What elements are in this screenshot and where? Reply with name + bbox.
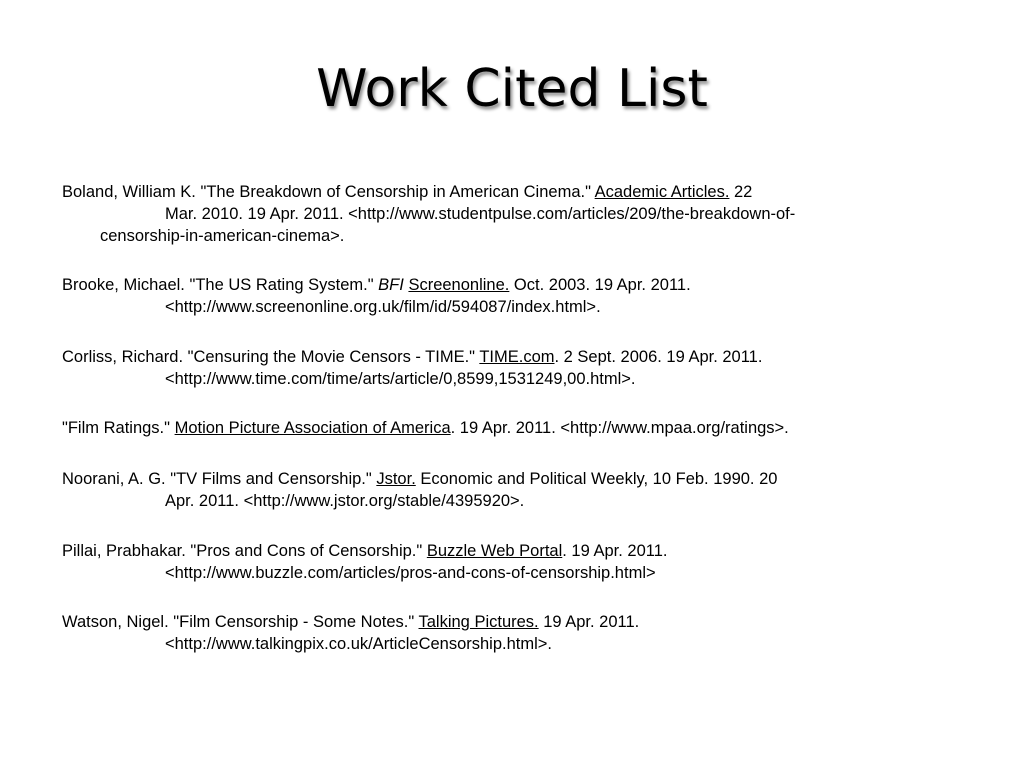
citation-continuation: Apr. 2011. <http://www.jstor.org/stable/4395920>. [165,492,525,510]
citation-line [62,417,789,439]
citation-line [62,611,639,633]
citation-corliss [62,346,762,390]
citation-continuation: <http://www.buzzle.com/articles/pros-and-cons-of-censorship.html> [165,564,656,582]
citation-source: Motion Picture Association of America [174,419,451,437]
citation-text: 19 Apr. 2011. [538,613,640,631]
citation-text: Corliss, Richard. "Censuring the Movie Censors - TIME." [62,348,480,366]
citation-text: Boland, William K. "The Breakdown of Censorship in American Cinema." [62,183,595,201]
citation-source: Academic Articles. [594,183,730,201]
citation-film-ratings [62,417,789,439]
citation-text: Oct. 2003. 19 Apr. 2011. [509,276,691,294]
citation-text: . 19 Apr. 2011. [562,542,668,560]
citation-line [62,468,777,490]
citation-text: Watson, Nigel. "Film Censorship - Some Notes." [62,613,419,631]
citation-continuation: Mar. 2010. 19 Apr. 2011. <http://www.studentpulse.com/articles/209/the-breakdown-of- [165,205,796,223]
citation-text: Brooke, Michael. "The US Rating System." [62,276,379,294]
citation-line [62,540,667,562]
citation-continuation: <http://www.screenonline.org.uk/film/id/594087/index.html>. [165,298,601,316]
citation-continuation: censorship-in-american-cinema>. [100,227,345,245]
citation-text: "Film Ratings." [62,419,175,437]
citation-line [62,274,691,296]
citation-boland [62,181,795,247]
citation-text: Economic and Political Weekly, 10 Feb. 1990. 20 [415,470,778,488]
citation-source: Jstor. [376,470,416,488]
citation-line [62,346,762,368]
citation-text: Pillai, Prabhakar. "Pros and Cons of Censorship." [62,542,427,560]
citation-text: Noorani, A. G. "TV Films and Censorship." [62,470,377,488]
citation-pillai [62,540,667,584]
citation-italic: BFI [378,276,404,294]
citation-source: Talking Pictures. [418,613,539,631]
citation-continuation: <http://www.talkingpix.co.uk/ArticleCensorship.html>. [165,635,553,653]
citation-text: . 19 Apr. 2011. <http://www.mpaa.org/ratings>. [450,419,789,437]
citation-source: Screenonline. [408,276,510,294]
citation-continuation: <http://www.time.com/time/arts/article/0,8599,1531249,00.html>. [165,370,636,388]
citation-brooke [62,274,691,318]
citation-noorani [62,468,777,512]
citation-line [62,181,795,203]
citation-watson [62,611,639,655]
citation-text: . 2 Sept. 2006. 19 Apr. 2011. [554,348,763,366]
citation-source: Buzzle Web Portal [426,542,563,560]
citation-text: 22 [729,183,753,201]
slide-title: Work Cited List [316,59,708,119]
citation-source: TIME.com [479,348,555,366]
